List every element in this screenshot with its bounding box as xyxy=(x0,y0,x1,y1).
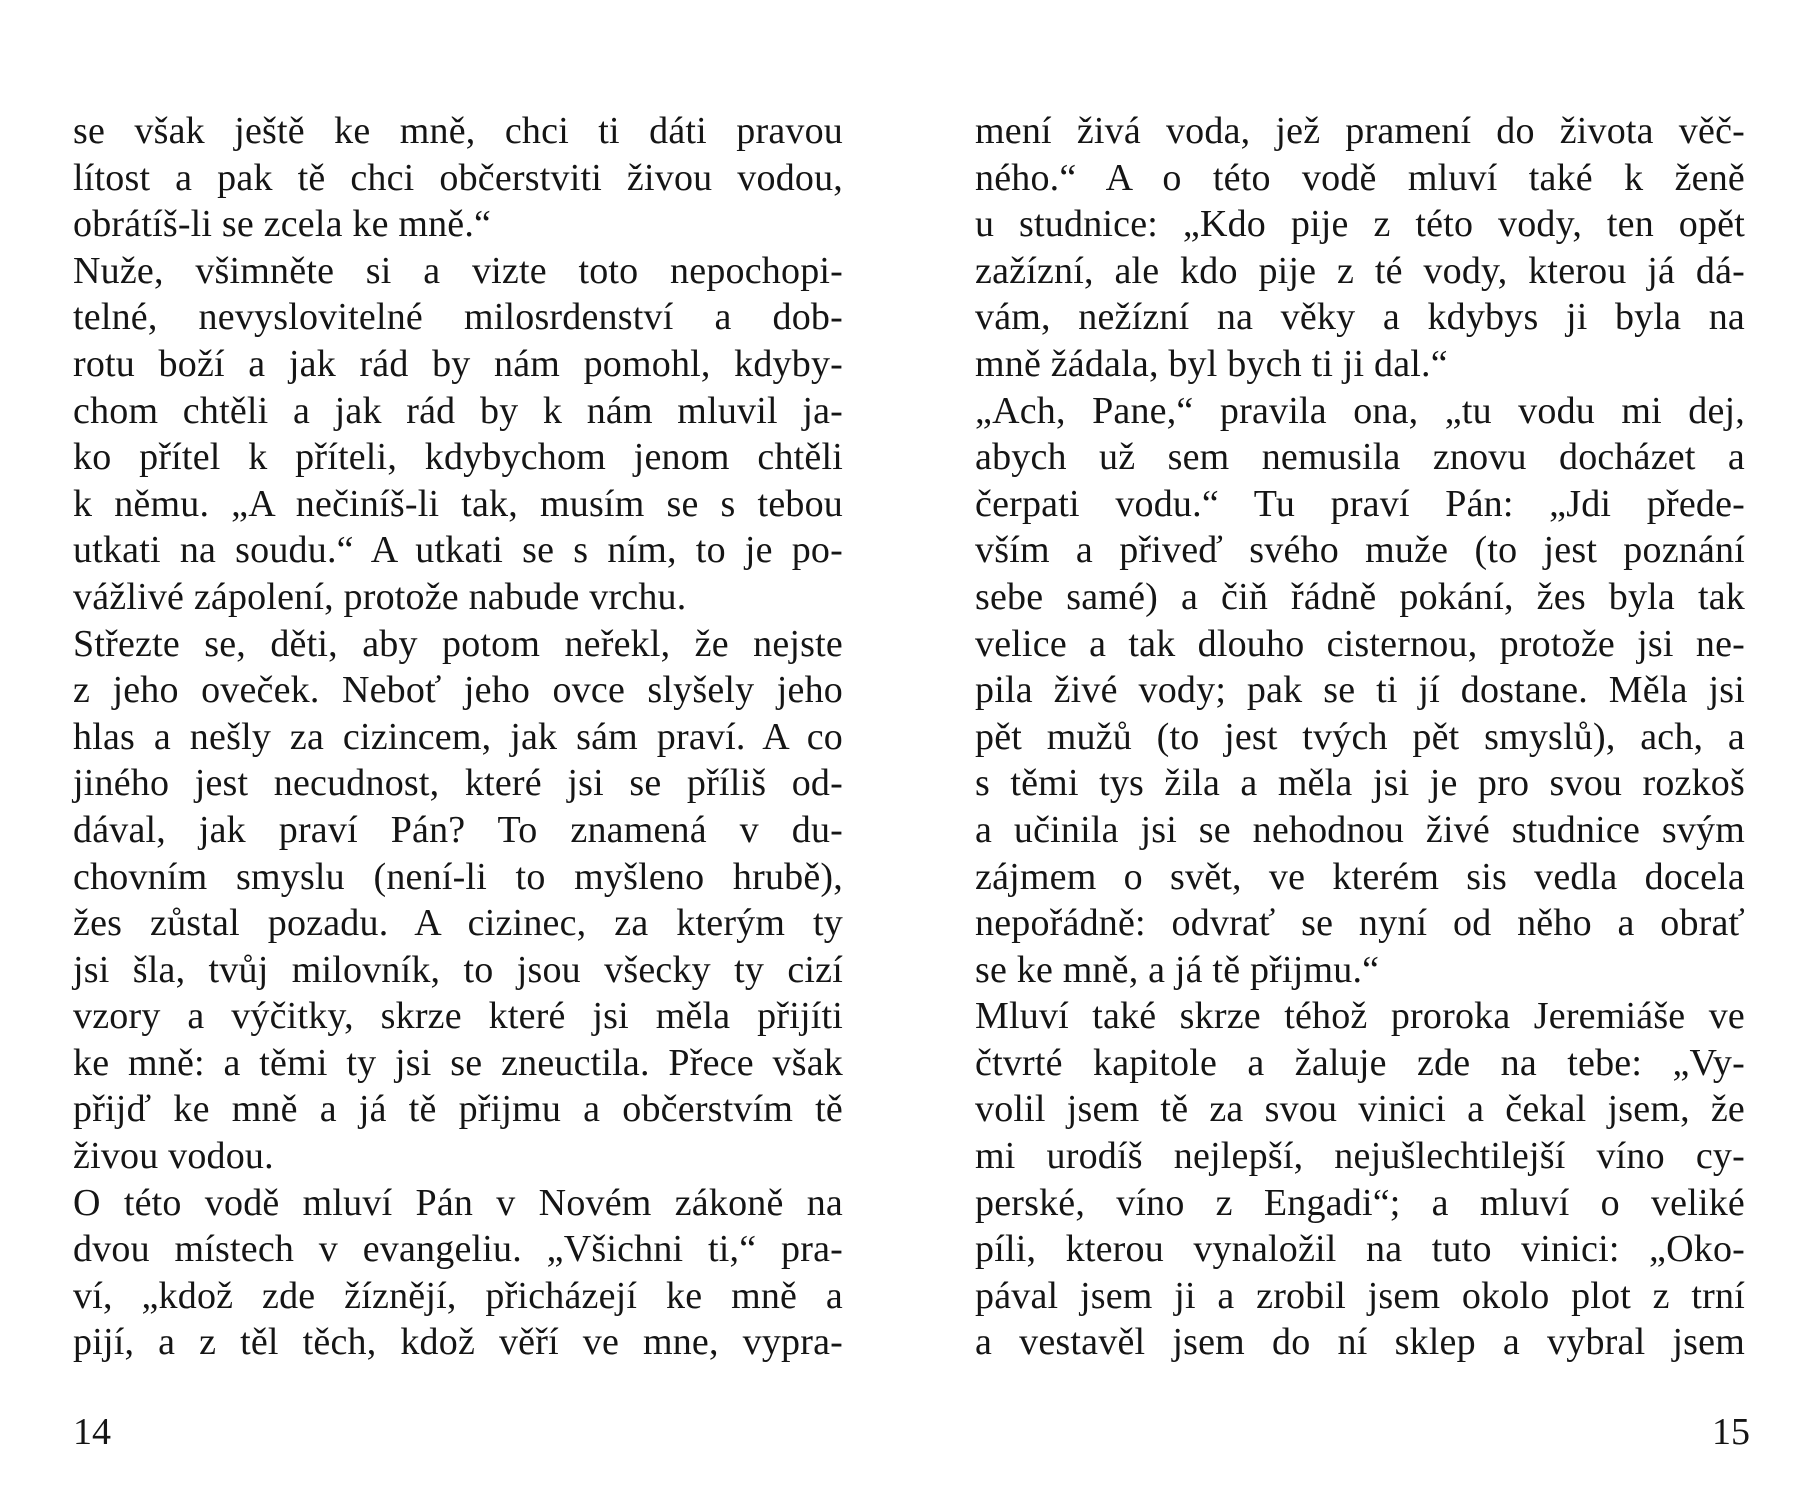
text-line: z jeho oveček. Neboť jeho ovce slyšely jeho xyxy=(73,669,843,712)
text-line: jiného jest necudnost, které jsi se příliš od- xyxy=(73,762,843,805)
text-line: rotu boží a jak rád by nám pomohl, kdyby- xyxy=(73,342,843,385)
text-line: se ke mně, a já tě přijmu.“ xyxy=(975,948,1380,991)
text-line: velice a tak dlouho cisternou, protože jsi ne- xyxy=(975,622,1745,665)
text-line: zažízní, ale kdo pije z té vody, kterou já dá- xyxy=(975,249,1745,292)
text-line: chovním smyslu (není-li to myšleno hrubě), xyxy=(73,855,843,898)
text-line: u studnice: „Kdo pije z této vody, ten opět xyxy=(975,203,1745,246)
text-line: O této vodě mluví Pán v Novém zákoně na xyxy=(73,1181,843,1224)
text-line: a učinila jsi se nehodnou živé studnice svým xyxy=(975,808,1745,851)
text-line: žes zůstal pozadu. A cizinec, za kterým ty xyxy=(73,902,843,945)
text-line: telné, nevyslovitelné milosrdenství a dob- xyxy=(73,296,843,339)
text-line: vážlivé zápolení, protože nabude vrchu. xyxy=(73,575,687,618)
text-line: perské, víno z Engadi“; a mluví o veliké xyxy=(975,1181,1745,1224)
text-line: ke mně: a těmi ty jsi se zneuctila. Přece však xyxy=(73,1041,843,1084)
text-line: „Ach, Pane,“ pravila ona, „tu vodu mi dej, xyxy=(975,389,1745,432)
text-line: pila živé vody; pak se ti jí dostane. Měla jsi xyxy=(975,669,1745,712)
text-line: sebe samé) a čiň řádně pokání, žes byla tak xyxy=(975,575,1745,618)
text-line: mi urodíš nejlepší, nejušlechtilejší víno cy- xyxy=(975,1135,1745,1178)
left-page xyxy=(0,0,843,1500)
text-line: mně žádala, byl bych ti ji dal.“ xyxy=(975,342,1448,385)
text-line: hlas a nešly za cizincem, jak sám praví. A co xyxy=(73,715,843,758)
text-line: Mluví také skrze téhož proroka Jeremiáše ve xyxy=(975,995,1745,1038)
text-line: dával, jak praví Pán? To znamená v du- xyxy=(73,808,843,851)
text-line: dvou místech v evangeliu. „Všichni ti,“ pra- xyxy=(73,1228,843,1271)
text-line: mení živá voda, jež pramení do života věč- xyxy=(975,110,1745,152)
text-line: pět mužů (to jest tvých pět smyslů), ach, a xyxy=(975,715,1745,758)
text-line: se však ještě ke mně, chci ti dáti pravou xyxy=(73,110,843,152)
text-line: s těmi tys žila a měla jsi je pro svou rozkoš xyxy=(975,762,1745,805)
text-line: čerpati vodu.“ Tu praví Pán: „Jdi přede- xyxy=(975,482,1745,525)
text-line: chom chtěli a jak rád by k nám mluvil ja- xyxy=(73,389,843,432)
text-line: vším a přiveď svého muže (to jest poznání xyxy=(975,529,1745,572)
text-line: ného.“ A o této vodě mluví také k ženě xyxy=(975,156,1745,199)
text-line: ko přítel k příteli, kdybychom jenom chtěli xyxy=(73,436,843,479)
text-line: ví, „kdož zde žíznějí, přicházejí ke mně a xyxy=(73,1274,843,1317)
text-line: píli, kterou vynaložil na tuto vinici: „Oko- xyxy=(975,1228,1745,1271)
text-line: vám, nežízní na věky a kdybys ji byla na xyxy=(975,296,1745,339)
text-line: jsi šla, tvůj milovník, to jsou všecky ty cizí xyxy=(73,948,843,991)
text-line: volil jsem tě za svou vinici a čekal jsem, že xyxy=(975,1088,1745,1131)
text-line: vzory a výčitky, skrze které jsi měla přijíti xyxy=(73,995,843,1038)
text-line: lítost a pak tě chci občerstviti živou vodou, xyxy=(73,156,843,199)
text-line: obrátíš-li se zcela ke mně.“ xyxy=(73,203,492,246)
page-number-right: 15 xyxy=(1712,1411,1750,1453)
text-line: Nuže, všimněte si a vizte toto nepochopi- xyxy=(73,249,843,292)
text-line: Střezte se, děti, aby potom neřekl, že nejste xyxy=(73,622,843,665)
text-line: a vestavěl jsem do ní sklep a vybral jsem xyxy=(975,1321,1745,1364)
text-line: zájmem o svět, ve kterém sis vedla docela xyxy=(975,855,1745,898)
text-line: pával jsem ji a zrobil jsem okolo plot z trní xyxy=(975,1274,1745,1317)
text-line: k němu. „A nečiníš-li tak, musím se s tebou xyxy=(73,482,843,525)
left-page-text xyxy=(73,108,843,1366)
right-page xyxy=(900,0,1750,1500)
page-number-left: 14 xyxy=(73,1411,111,1453)
text-line: pijí, a z těl těch, kdož věří ve mne, vypra- xyxy=(73,1321,843,1364)
text-line: abych už sem nemusila znovu docházet a xyxy=(975,436,1745,479)
right-page-text xyxy=(975,108,1745,1366)
text-line: živou vodou. xyxy=(73,1135,274,1178)
text-line: čtvrté kapitole a žaluje zde na tebe: „Vy- xyxy=(975,1041,1745,1084)
text-line: nepořádně: odvrať se nyní od něho a obrať xyxy=(975,902,1745,945)
text-line: utkati na soudu.“ A utkati se s ním, to je po- xyxy=(73,529,843,572)
text-line: přijď ke mně a já tě přijmu a občerstvím tě xyxy=(73,1088,843,1131)
